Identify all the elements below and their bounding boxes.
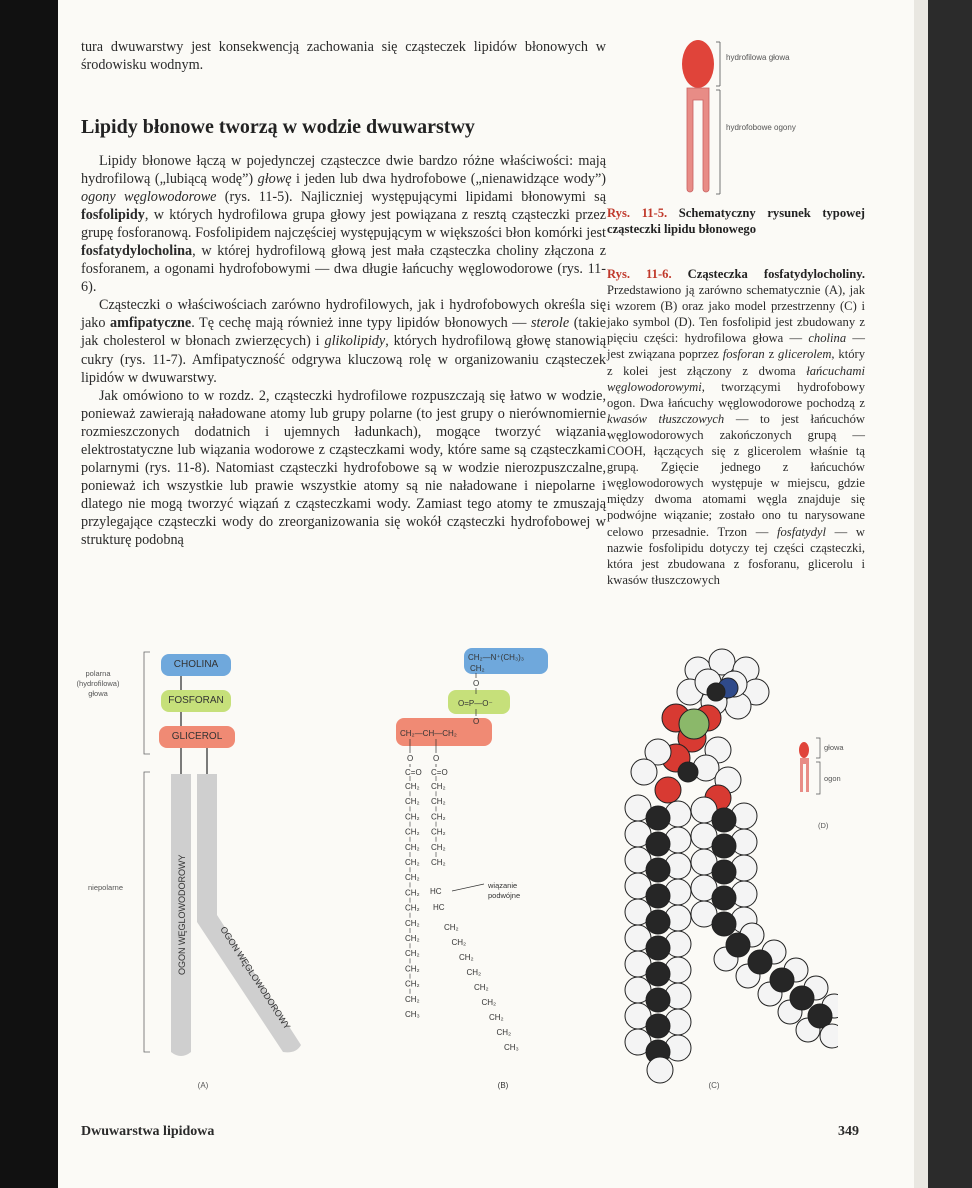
atom: [655, 777, 681, 803]
symbol-head-label: głowa: [824, 743, 844, 752]
chain-2-ch2: CH₂: [451, 938, 467, 947]
chain-2-hc: HC: [430, 887, 442, 896]
chain-1-ch3: CH₃: [405, 1010, 420, 1019]
svg-text:O: O: [407, 754, 414, 763]
diagram-b: [388, 640, 588, 1100]
panel-d-label: (D): [818, 821, 829, 830]
chain-1-ch2: CH₂: [405, 994, 420, 1004]
panel-b-label: (B): [497, 1081, 509, 1090]
atom: [646, 1014, 670, 1038]
chain-2-ch2: CH₂: [466, 968, 482, 977]
atom: [712, 886, 736, 910]
head-label: hydrofilowa głowa: [726, 53, 790, 62]
svg-text:C=O: C=O: [405, 768, 422, 777]
atom: [631, 759, 657, 785]
svg-text:podwójne: podwójne: [488, 891, 521, 900]
atom: [707, 683, 725, 701]
atom: [679, 709, 709, 739]
svg-text:O: O: [433, 754, 440, 763]
chain-2-ch2: CH₂: [444, 923, 459, 932]
page-number: 349: [838, 1124, 859, 1139]
svg-text:C=O: C=O: [431, 768, 448, 777]
chain-2-ch2: CH₂: [431, 858, 446, 867]
chain-1-ch2: CH₂: [405, 782, 420, 791]
book-page: [58, 0, 914, 1188]
svg-text:CH₂: CH₂: [470, 664, 485, 673]
chain-2-ch2: CH₂: [474, 983, 489, 992]
chain-2-ch2: CH₂: [481, 998, 497, 1007]
atom: [678, 762, 698, 782]
svg-text:O: O: [473, 717, 480, 726]
chain-2-ch2: CH₂: [431, 827, 446, 837]
diagram-a: [58, 640, 358, 1100]
figure-11-6-caption: [607, 266, 865, 588]
svg-text:CH₂—CH—CH₂: CH₂—CH—CH₂: [400, 729, 457, 738]
chain-2-ch2: CH₂: [431, 812, 446, 822]
atom: [712, 808, 736, 832]
panel-a-label: (A): [197, 1081, 209, 1090]
page-edge: [914, 0, 928, 1188]
paragraph-2: Cząsteczki o właściwościach zarówno hydrofilowych, jak i hydrofobowych określa się jako amfipatyczne. Tę cechę mają również inne typy lipidów błonowych — sterole (takie jak cholesterol w błonach zwierzęcych) i glikolipidy, których hydrofilową głowę stanowią cukry (rys. 11-7). Amfipatyczność odgrywa kluczową rolę w organizowaniu cząsteczek lipidów w dwuwarstwy.: [81, 297, 607, 386]
hydrocarbon-chains: [405, 776, 519, 1052]
panel-c-label: (C): [708, 1081, 720, 1090]
diagram-c-space-filling-model: [588, 640, 838, 1100]
chain-2-ch2: CH₂: [459, 953, 474, 962]
caption-text: Schematyczny rysunek typowej cząsteczki lipidu błonowego: [607, 206, 865, 237]
atom: [712, 834, 736, 858]
chain-1-ch2: CH₂: [405, 858, 420, 867]
diagram-d-symbol: [788, 728, 868, 838]
chain-2-ch2: CH₂: [489, 1013, 504, 1022]
atom: [770, 968, 794, 992]
atom: [646, 832, 670, 856]
paragraph-1: Lipidy błonowe łączą w pojedynczej cząsteczce dwie bardzo różne właściwości: mają hydrofilową („lubiącą wodę”) głowę i jeden lub dwa hydrofobowe („nienawidzące wody”) ogony węglowodorowe (rys. 11-5). Najliczniej występującymi lipidami błonowymi są fosfolipidy, w których hydrofilowa grupa głowy jest powiązana z resztą cząsteczki przez grupę fosforanową. Fosfolipidem najczęściej występującym w większości błon komórki jest fosfatydylocholina, w której hydrofilową głową jest mała cząsteczka choliny złączona z fosforanem, a ogonami hydrofobowymi — dwa długie łańcuchy węglowodorowe (rys. 11-6).: [81, 153, 606, 296]
choline-box: CHOLINA: [161, 654, 231, 676]
atom: [646, 936, 670, 960]
nonpolar-label: niepolarne: [88, 883, 124, 892]
atom: [646, 884, 670, 908]
formula-svg: [388, 640, 588, 1100]
tail-2-label: OGON WĘGLOWODOROWY: [218, 924, 293, 1032]
hydrophilic-head-shape: [682, 40, 714, 88]
chain-1-ch2: CH₂: [405, 918, 420, 928]
caption-number: Rys. 11-5.: [607, 206, 668, 220]
atom: [726, 933, 750, 957]
main-text-column: [81, 152, 606, 549]
atom: [647, 1057, 673, 1083]
background-strip: [928, 0, 972, 1188]
caption-body-6: Przedstawiono ją zarówno schematycznie (A), jak i wzorem (B) oraz jako model przestrzenny (C) i jako symbol (D). Ten fosfolipid jest zbudowany z pięciu części: hydrofilowa głowa — cholina — jest związana poprzez fosforan z glicerolem, który z kolei jest złączony z dwoma łańcuchami węglowodorowymi, tworzącymi hydrofobowy ogon. Dwa łańcuchy węglowodorowe pochodzą z kwasów tłuszczowych — to jest łańcuchów węglowodorowych zakończonych grupą —COOH, łączących się z glicerolem właśnie tą grupą. Zgięcie jednego z łańcuchów węglowodorowych występuje w miejscu, gdzie między dwoma atomami węgla znajduje się podwójne wiązanie; zostało ono tu narysowane celowo przesadnie. Trzon — fosfatydyl — w nazwie fosfolipidu dotyczy tej części cząsteczki, która jest zbudowana z fosforanu, glicerolu i kwasów tłuszczowych: [607, 283, 866, 587]
chain-1-ch2: CH₂: [405, 797, 420, 807]
svg-text:CH₂—N⁺(CH₃)₃: CH₂—N⁺(CH₃)₃: [468, 653, 525, 662]
figure-11-5: [658, 34, 858, 202]
paragraph-3: Jak omówiono to w rozdz. 2, cząsteczki hydrofilowe rozpuszczają się łatwo w wodzie, ponieważ zawierają naładowane atomy lub grupy polarne (to jest grupy o nierównomiernie rozmieszczonych dodatnich i ujemnych ładunkach), mogące tworzyć wiązania elektrostatyczne lub wiązania wodorowe z cząsteczkami wody, które same są cząsteczkami polarnymi (rys. 11-8). Natomiast cząsteczki hydrofobowe są w wodzie nierozpuszczalne, ponieważ ich wszystkie lub prawie wszystkie atomy są nie naładowane i niepolarne i dlatego nie mogą tworzyć wiązań z cząsteczkami wody. Zamiast tego atomy te zmuszają przylegające cząsteczki wody do zreorganizowania się wokół cząsteczki hydrofobowej w strukturę podobną: [81, 387, 606, 548]
chain-1-ch2: CH₂: [405, 827, 420, 837]
svg-text:(hydrofilowa): (hydrofilowa): [76, 679, 120, 688]
chain-2-ch2: CH₂: [431, 842, 446, 852]
svg-text:polarna: polarna: [85, 669, 111, 678]
chain-1-ch2: CH₂: [405, 842, 420, 852]
atom: [712, 860, 736, 884]
chain-2-ch2: CH₂: [431, 797, 446, 807]
chain-2-hc: HC: [433, 903, 445, 912]
chain-1-ch2: CH₂: [405, 949, 420, 959]
chain-1-ch2: CH₂: [405, 873, 420, 883]
caption-bold-6: Cząsteczka fosfatydylocholiny.: [687, 267, 865, 281]
section-heading: Lipidy błonowe tworzą w wodzie dwuwarstwy: [81, 116, 475, 138]
svg-text:wiązanie: wiązanie: [488, 881, 518, 890]
atom: [646, 858, 670, 882]
atom: [646, 910, 670, 934]
hydrophobic-tails-shape: [687, 88, 709, 192]
phosphate-box: FOSFORAN: [161, 690, 231, 712]
symbol-tail-label: ogon: [824, 774, 841, 783]
figure-11-5-caption: [607, 205, 865, 237]
chain-1-ch2: CH₂: [405, 979, 420, 989]
chain-2-ch3: CH₃: [504, 1043, 519, 1052]
svg-text:głowa: głowa: [88, 689, 108, 698]
tail-1-label: OGON WĘGLOWODOROWY: [177, 854, 187, 975]
intro-text: tura dwuwarstwy jest konsekwencją zachowania się cząsteczek lipidów błonowych w środowisku wodnym.: [81, 39, 606, 74]
chain-2-ch2: CH₂: [496, 1028, 512, 1037]
tails-label: hydrofobowe ogony: [726, 123, 796, 132]
atom: [646, 806, 670, 830]
caption-number-6: Rys. 11-6.: [607, 267, 672, 281]
chain-2-ch2: CH₂: [431, 782, 446, 791]
glycerol-box: GLICEROL: [159, 726, 235, 748]
atom: [712, 912, 736, 936]
chain-1-ch2: CH₂: [405, 934, 420, 943]
intro-paragraph: [81, 38, 606, 74]
atom: [646, 962, 670, 986]
atom: [748, 950, 772, 974]
chain-1-ch2: CH₂: [405, 964, 420, 974]
chain-1-ch2: CH₂: [405, 888, 420, 898]
svg-text:O: O: [473, 679, 480, 688]
svg-text:O=P—O⁻: O=P—O⁻: [458, 699, 493, 708]
running-footer-title: Dwuwarstwa lipidowa: [81, 1124, 215, 1139]
atom: [646, 988, 670, 1012]
chain-1-ch2: CH₂: [405, 903, 420, 913]
chain-1-ch2: CH₂: [405, 812, 420, 822]
tail-2-shape: [197, 774, 301, 1052]
atom: [790, 986, 814, 1010]
